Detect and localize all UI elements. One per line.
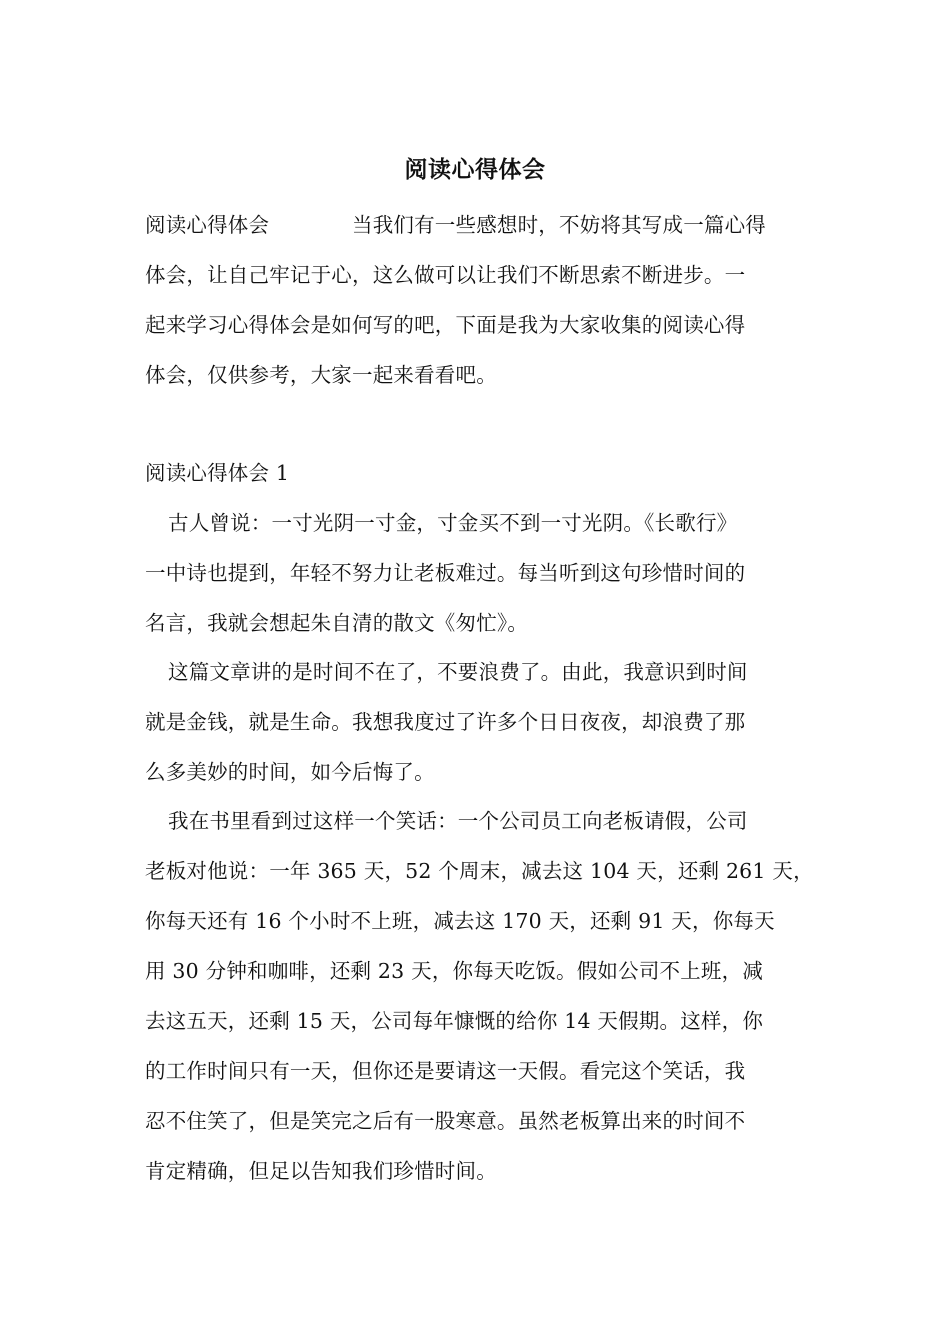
paragraph-2-line-1: 这篇文章讲的是时间不在了，不要浪费了。由此，我意识到时间 xyxy=(168,660,748,684)
paragraph-3-line-5: 去这五天，还剩 15 天，公司每年慷慨的给你 14 天假期。这样，你 xyxy=(145,1009,764,1033)
document-title: 阅读心得体会 xyxy=(404,157,546,183)
paragraph-1-line-1: 古人曾说：一寸光阴一寸金，寸金买不到一寸光阴。《长歌行》 xyxy=(168,511,738,535)
paragraph-3-line-1: 我在书里看到过这样一个笑话：一个公司员工向老板请假，公司 xyxy=(168,809,748,833)
paragraph-2-line-3: 么多美妙的时间，如今后悔了。 xyxy=(145,760,435,784)
paragraph-2-line-2: 就是金钱，就是生命。我想我度过了许多个日日夜夜，却浪费了那 xyxy=(145,710,746,734)
intro-line-1: 阅读心得体会 当我们有一些感想时，不妨将其写成一篇心得 xyxy=(145,213,766,237)
paragraph-1-line-2: 一中诗也提到，年轻不努力让老板难过。每当听到这句珍惜时间的 xyxy=(145,561,746,585)
paragraph-1-line-3: 名言，我就会想起朱自清的散文《匆忙》。 xyxy=(145,611,529,635)
paragraph-3-line-3: 你每天还有 16 个小时不上班，减去这 170 天，还剩 91 天，你每天 xyxy=(145,909,775,933)
paragraph-3-line-8: 肯定精确，但足以告知我们珍惜时间。 xyxy=(145,1159,497,1183)
paragraph-3-line-7: 忍不住笑了，但是笑完之后有一股寒意。虽然老板算出来的时间不 xyxy=(145,1109,746,1133)
section-heading: 阅读心得体会 1 xyxy=(145,461,290,485)
paragraph-3-line-2: 老板对他说：一年 365 天，52 个周末，减去这 104 天，还剩 261 天， xyxy=(145,859,814,883)
intro-line-4: 体会，仅供参考，大家一起来看看吧。 xyxy=(145,363,497,387)
intro-line-3: 起来学习心得体会是如何写的吧，下面是我为大家收集的阅读心得 xyxy=(145,313,746,337)
paragraph-3-line-4: 用 30 分钟和咖啡，还剩 23 天，你每天吃饭。假如公司不上班，减 xyxy=(145,959,764,983)
intro-line-2: 体会，让自己牢记于心，这么做可以让我们不断思索不断进步。一 xyxy=(145,263,746,287)
paragraph-3-line-6: 的工作时间只有一天，但你还是要请这一天假。看完这个笑话，我 xyxy=(145,1059,746,1083)
